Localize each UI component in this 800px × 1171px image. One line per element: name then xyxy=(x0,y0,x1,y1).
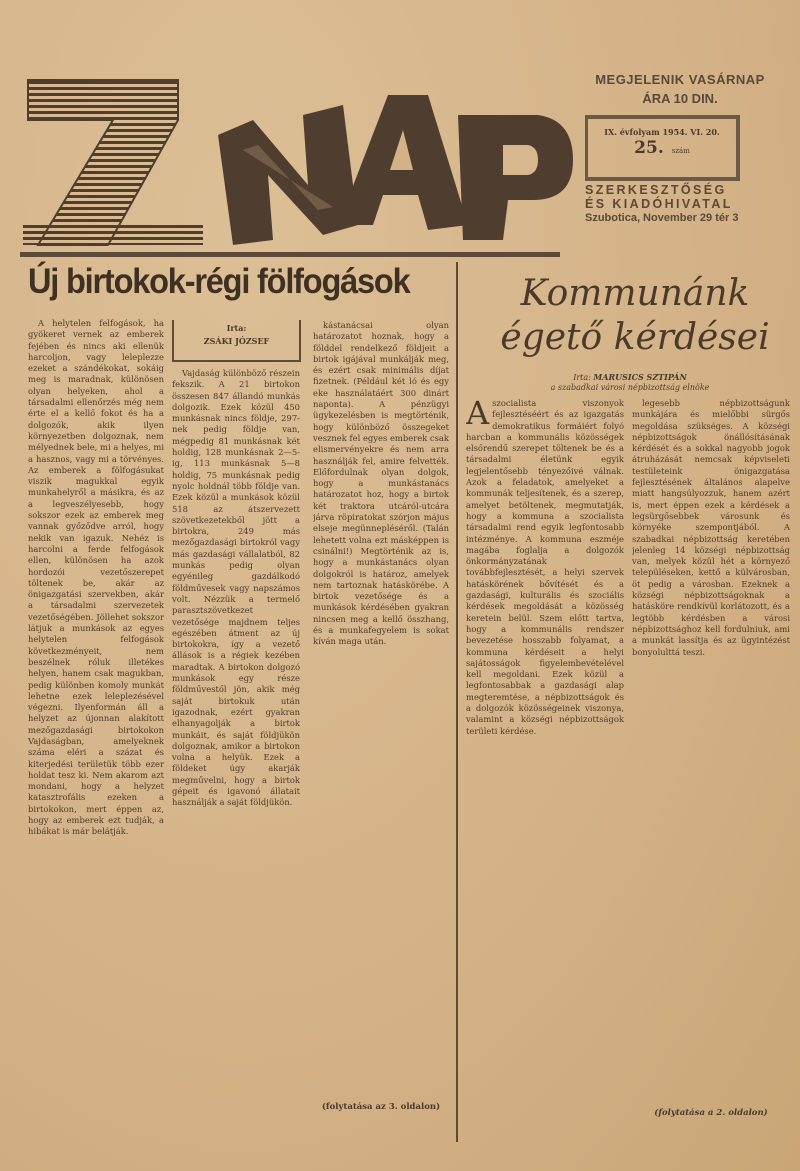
byline-label: Irta: xyxy=(573,373,591,382)
paragraph: szocialista viszonyok fejlesztéséért és az igazgatás demokratikus formáiért folyó harcban a kommunális közösségek elsőrendű szerepet töltenek be és a társadalmi életünk egyik legjelentősebb tényezőivé válnak. Azok a feladatok, amelyeket a kommunák teljesítenek, és a szerep, amelyet betöltenek, megmutatják, hogy a kommuna a szocialista társadalmi rend egyik legfontosabb intézménye. A kommuna eszméje magába foglalja a dolgozók önkormányzatának továbbfejlesztését, a helyi szervek hatáskörének bővítését és a gazdasági, kulturális és szociális kérdések megoldását a közösség keretein belül. Szem előtt tartva, hogy a kommunális rendszer bevezetése hosszabb folyamat, a kommuna kérdéseit a helyi sajátosságok figyelembevételével kell megoldani. Ezek közül a legfontosabbak a gazdasági alap megteremtése, a népbizottságok és a dolgozók közösségeinek viszonya, valamint a községi népbizottságok területi kérdése. xyxy=(466,398,624,736)
publication-schedule: MEGJELENIK VASÁRNAP xyxy=(595,72,765,87)
byline-author: ZSÁKI JÓZSEF xyxy=(203,336,270,346)
continued-note-left: (folytatása az 3. oldalon) xyxy=(321,1102,441,1112)
masthead-info xyxy=(560,72,800,106)
byline-left xyxy=(172,320,301,362)
masthead-rule xyxy=(20,252,560,257)
office-line2: ÉS KIADÓHIVATAL xyxy=(585,197,733,211)
volume-line: IX. évfolyam 1954. VI. 20. xyxy=(604,127,720,137)
byline-right xyxy=(470,372,790,393)
price: ÁRA 10 DIN. xyxy=(642,91,718,106)
paragraph: legesebb népbizottságunk munkájára és mielőbbi sürgős megoldása szükséges. A községi népbizottságok önállósításának kérdését és a sokkal nagyobb jogok átruházását nemcsak képviseleti testületeink önigazgatása fejlesztésének általános alapelve miatt hangsúlyozzuk, hanem azért is, mert éppen ezek a kérdések a legsürgősebbek városunk és környéke szempontjából. A szabadkai népbizottság keretében jelenleg 14 községi népbizottság van, melyek közül hét a környező településeken, kettő a külvárosban, öt pedig a városban. Ezeknek a községi népbizottságoknak a hatásköre rendkívül korlátozott, és a legtöbb kérdésben a városi népbizottsághoz kell fordulniuk, ami a munkát lassítja és az ügyintézést bonyolulttá teszi. xyxy=(632,398,790,657)
office-address: Szubotica, November 29 tér 3 xyxy=(585,212,739,224)
paragraph: Vajdaság különböző részein fekszik. A 21 birtokon összesen 847 állandó munkás dolgozik. Ezek közül 450 munkásnak nincs földje, 297-nek pedig földje van, mégpedig 81 munkásnak két holdig, 128 munkásnak 2—5-ig, 113 munkásnak 5—8 holdig, 75 munkásnak pedig nyolc holdnál több földje van. Ezek közül a munkások közül 518 az átszervezett szövetkezetekből jött a birtokra, 249 más mezőgazdasági birtokról vagy más gazdasági vállalatból, 82 munkás pedig olyan egyénileg gazdálkodó földművesek vagy napszámos volt. Nézzük a termelő parasztszövetkezet vezetősége majdnem teljes egészében átment az új birtokokra, így a vezető állások is a régiek kezében maradtak. A birtokon dolgozó munkások egy része földművestől jön, akik még saját birtokuk után igazodnak, ezért gyakran elhanyagolják a birtok munkáit, és saját földjükön dolgoznak, amikor a birtokon volna a helyük. Ezek a földeket úgy akarják megművelni, hogy a birtok gépeit és igavonó állatait használják a saját földjükön. xyxy=(172,368,300,808)
drop-cap: A xyxy=(466,398,490,432)
article-right-column-2 xyxy=(632,398,790,1098)
headline-left: Új birtokok-régi fölfogások xyxy=(28,262,410,301)
article-left-column-1 xyxy=(28,318,164,1128)
issue-number xyxy=(588,138,736,158)
masthead-logo xyxy=(18,75,578,250)
paragraph: kástanácsai olyan határozatot hoznak, hogy a földdel rendelkező földjeit a birtok igájával munkálják meg, és ezért csak minimális díjat fizetnek. (Például két ló és egy eke használatáért 300 dinárt naponta). A pénzügyi ügykezelésben is megtörténik, hogy különböző összegeket vesznek fel egyes emberek csak elismervényekre és nem arra használják fel, amire felvették. Előfordulnak olyan dolgok, hogy a munkástanács határozatot hoz, hogy a birtok két traktora utcáról-utcára járva röpiratokat szórjon május elseje megünnepléséről. (Talán lehetett volna ezt másképpen is csinálni!) Megtörténik az is, hogy a munkástanács olyan dolgokról is határoz, amelyek nem tartoznak hatáskörébe. A birtok vezetősége és a munkások kérdésében gyakran nincsen meg a kellő összhang, és a munkafegyelem is sokat kíván maga után. xyxy=(313,320,449,647)
issue-box xyxy=(585,115,740,181)
headline-right xyxy=(470,272,800,360)
issue-word: szám xyxy=(671,147,690,155)
byline-author: MARUSICS SZTIPÁN xyxy=(593,372,687,382)
column-divider xyxy=(456,262,458,1142)
byline-label: Irta: xyxy=(226,323,247,333)
office-line1: SZERKESZTŐSÉG xyxy=(585,183,727,197)
headline-right-line2: égető kérdései xyxy=(500,317,770,358)
editorial-office xyxy=(585,183,800,224)
headline-right-line1: Kommunánk xyxy=(520,273,750,314)
paragraph: A helytelen felfogások, ha gyökeret vernek az emberek fejében és nincs aki ellenük harcoljon, vagy leleplezze ezeket a szándékokat, sokáig meg is maradnak, különösen olyan helyeken, ahol a társadalmi ellenőrzés még nem érte el a kellő fokot és ha a dolgozók, akik ilyen környezetben dolgoznak, nem mélyednek bele, mi a helyes, mi a hasznos, vagy mi a törvényes. Az emberek a fölfogásukat viszik magukkal egyik munkahelyről a másikra, és az a legveszélyesebb, hogy sokszor ezek az emberek meg vannak győződve arról, hogy nekik van igazuk. Nehéz is harcolni a ferde felfogások ellen, különösen ha azok hordozói vezetőszerepet töltenek be, akár az önigazgatási szervekben, akár a társadalmi szervezetek vezetőségében. Jöllehet sokszor látjuk a munkások az egyes helytelen felfogások következményeit, nem beszélnek róluk illetékes helyen, hanem csak magukban, pedig különben komoly munkát lehetne ezek leleplezésével végezni. Ilyenformán áll a helyzet az újonnan alakított mezőgazdasági birtokokon Vajdaságban, amelyeknek száma eléri a százat és kiterjedési területük több ezer holdat tesz ki. Nem akarom azt mondani, hogy a helyzet katasztrofális ezeken a birtokokon, mert éppen az, hogy az emberek ezt tudják, a hibákat is már belátják. xyxy=(28,318,164,837)
issue-number-value: 25. xyxy=(634,138,664,158)
article-left-column-2 xyxy=(172,368,300,1128)
continued-note-right: (folytatása a 2. oldalon) xyxy=(654,1108,768,1118)
article-left-column-3 xyxy=(313,320,449,1098)
article-right-column-1 xyxy=(466,398,624,1098)
byline-author-title: a szabadkai városi népbizottság elnöke xyxy=(550,383,710,392)
